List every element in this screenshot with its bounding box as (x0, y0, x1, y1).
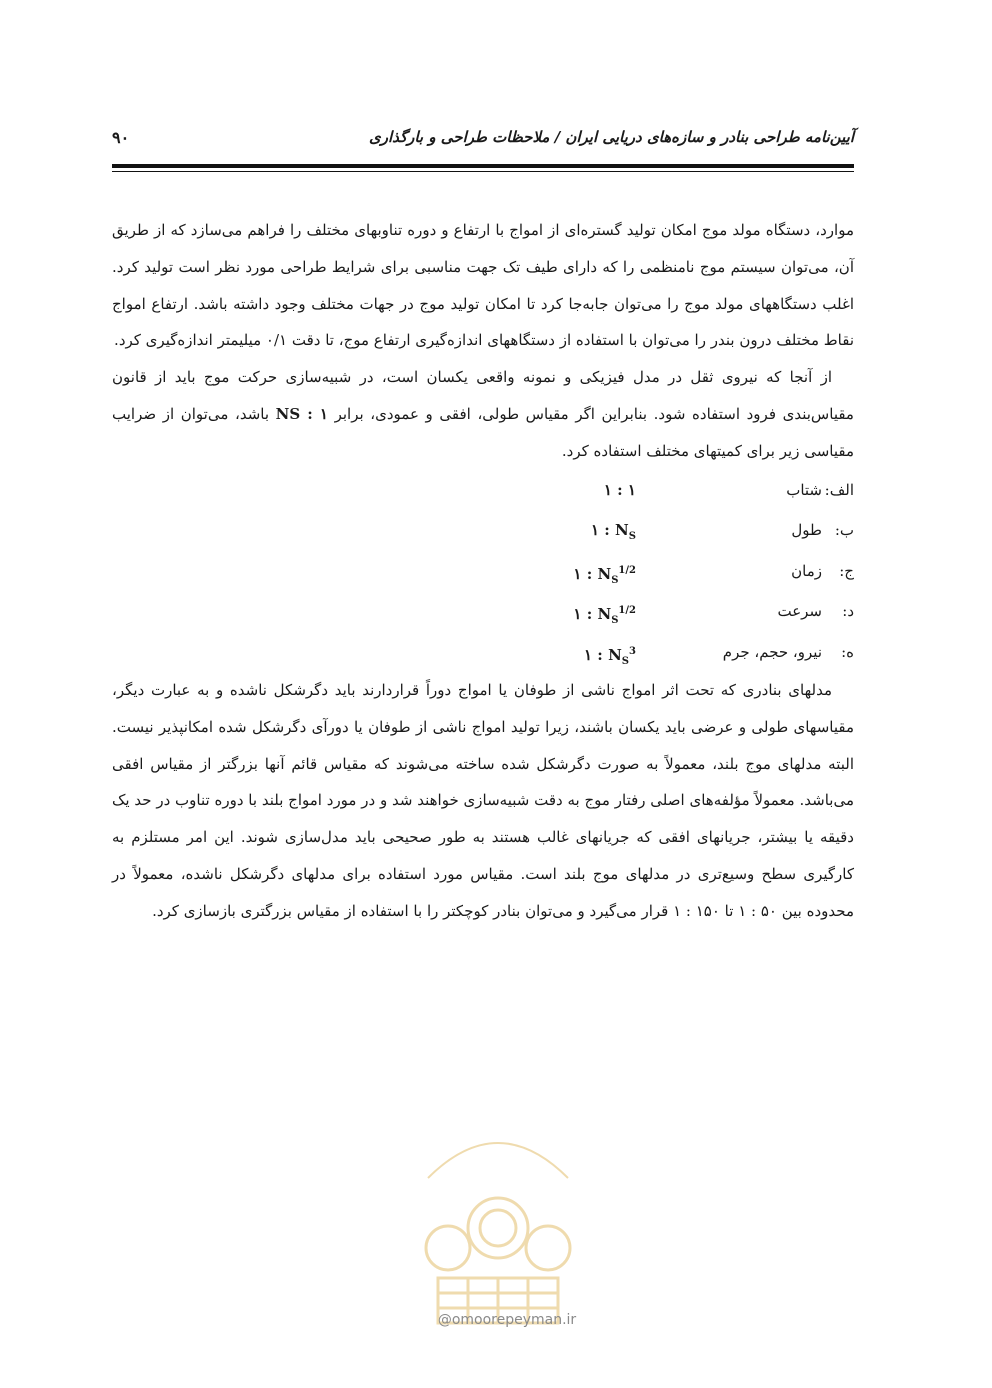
list-item-label: د: (842, 602, 854, 621)
list-item-quantity: شتاب (786, 480, 822, 499)
page-header (112, 128, 854, 158)
list-item-label: ج: (839, 561, 854, 580)
list-item-quantity: زمان (791, 561, 822, 580)
paragraph-2-text-a: از آنجا که نیروی ثقل در مدل فیزیکی و نمونه واقعی یکسان است، در شبیه‌سازی حرکت موج باید از قانون مقیاس‌بندی فرود استفاده شود. بنابراین اگر مقیاس طولی، افقی و عمودی، برابر (112, 368, 854, 423)
watermark-text: @omoorepeyman.ir (437, 1312, 577, 1328)
list-item (112, 551, 854, 592)
list-item (112, 632, 854, 673)
list-item-ratio: ۱ : ۱ (603, 480, 636, 499)
paragraph-3: مدلهای بنادری که تحت اثر امواج ناشی از طوفان یا امواج دوراً قراردارند باید دگرشکل ناشده و به عبارت دیگر، مقیاسهای طولی و عرضی باید یکسان باشند، زیرا تولید امواج ناشی از طوفان یا دورآی دگرشکل شده امکانپذیر نیست. البته مدلهای موج بلند، معمولاً به صورت دگرشکل شده ساخته می‌شوند که مقیاس قائم آنها بزرگتر از مقیاس افقی می‌باشد. معمولاً مؤلفه‌های اصلی رفتار موج به دقت شبیه‌سازی خواهند شد و در مورد امواج بلند با دوره تناوب در حد یک دقیقه یا بیشتر، جریانهای افقی که جریانهای غالب هستند به طور صحیحی باید مدل‌سازی شوند. این امر مستلزم به کارگیری سطح وسیع‌تری در مدلهای موج بلند است. مقیاس مورد استفاده برای مدلهای دگرشکل ناشده، معمولاً در محدوده بین ۵۰ : ۱ تا ۱۵۰ : ۱ قرار می‌گیرد و می‌توان بنادر کوچکتر را با استفاده از مقیاس بزرگتری بازسازی کرد. (112, 681, 854, 920)
paragraph-2-text-b: باشد، می‌توان از ضرایب مقیاسی زیر برای کمیتهای مختلف استفاده کرد. (112, 404, 854, 460)
scale-expression: NS : ۱ (275, 404, 328, 423)
list-item-ratio: ۱ : $N_S$ (591, 521, 636, 543)
list-item-quantity: سرعت (777, 602, 822, 621)
list-item-quantity: نیرو، حجم، جرم (722, 642, 822, 661)
running-title: آیین‌نامه طراحی بنادر و سازه‌های دریایی ایران / ملاحظات طراحی و بارگذاری (368, 128, 854, 146)
list-item-quantity: طول (791, 521, 822, 540)
list-item (112, 470, 854, 511)
paragraph-1: موارد، دستگاه مولد موج امکان تولید گستره‌ای از امواج با ارتفاع و دوره تناوبهای مختلف را فراهم می‌سازد که از طریق آن، می‌توان سیستم موج نامنظمی را که دارای طیف تک جهت مناسبی برای شرایط طراحی مورد نظر است تولید کرد. اغلب دستگاههای مولد موج را می‌توان جابه‌جا کرد تا امکان تولید موج در جهات مختلف وجود داشته باشد. ارتفاع امواج نقاط مختلف درون بندر را می‌توان با استفاده از دستگاههای اندازه‌گیری ارتفاع موج، تا دقت ۰/۱ میلیمتر اندازه‌گیری کرد. (112, 221, 854, 350)
page-body (112, 212, 854, 930)
list-item (112, 510, 854, 551)
list-item-label: الف: (824, 480, 854, 499)
list-item (112, 591, 854, 632)
list-item-label: ب: (834, 521, 854, 540)
header-rule-thin (112, 171, 854, 172)
header-rule-thick (112, 164, 854, 168)
list-item-ratio: ۱ : $N_S^{1/2}$ (573, 605, 636, 627)
list-item-label: ه: (841, 642, 854, 661)
paragraph-2 (112, 359, 854, 469)
scale-list (112, 470, 854, 673)
page-number: ۹۰ (112, 128, 130, 147)
list-item-ratio: ۱ : $N_S^{1/2}$ (573, 564, 636, 586)
watermark-logo (398, 1108, 598, 1338)
list-item-ratio: ۱ : $N_S^3$ (584, 645, 636, 667)
